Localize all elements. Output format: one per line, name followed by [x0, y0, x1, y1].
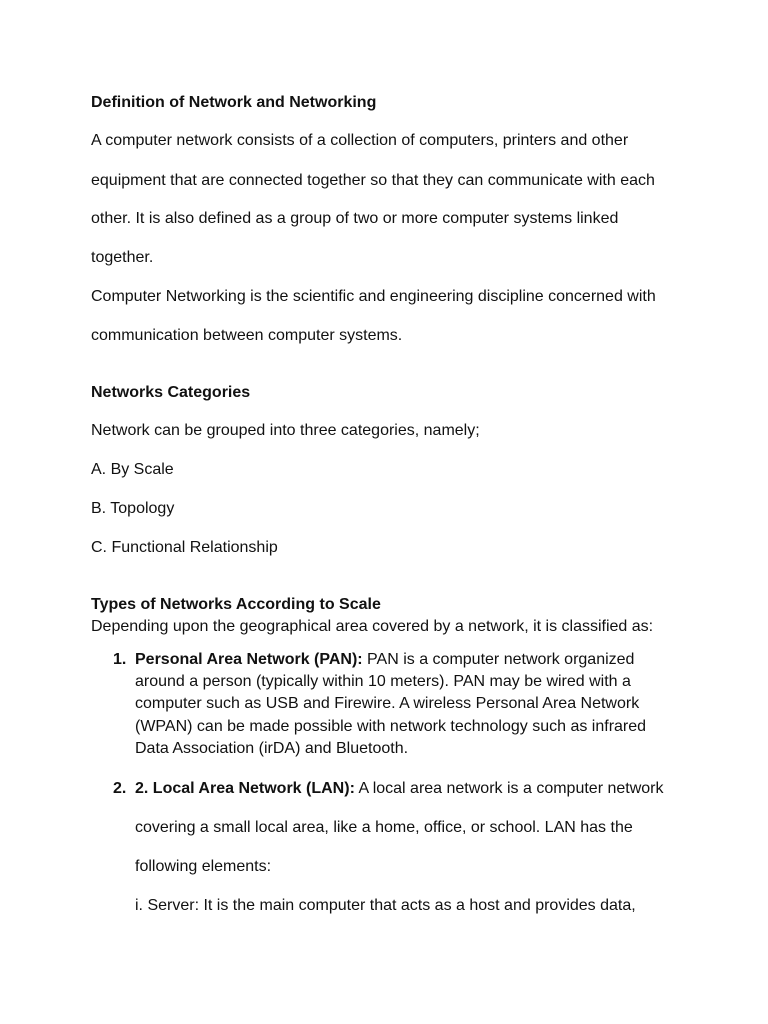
list-item-term: Personal Area Network (PAN): — [135, 651, 363, 668]
list-item-line: (WPAN) can be made possible with network technology such as infrared — [135, 718, 647, 735]
types-intro: Depending upon the geographical area covered by a network, it is classified as: — [91, 618, 654, 635]
list-item-number: 2. — [113, 780, 127, 797]
list-item-number: 1. — [113, 651, 127, 668]
paragraph-line: equipment that are connected together so that they can communicate with each — [91, 172, 655, 189]
list-item-text: PAN is a computer network organized — [362, 651, 635, 668]
list-item-line: following elements: — [135, 858, 272, 875]
list-item-line: computer such as USB and Firewire. A wireless Personal Area Network — [135, 695, 640, 712]
category-item: A. By Scale — [91, 461, 174, 478]
list-item-first-line — [135, 779, 663, 799]
category-item: B. Topology — [91, 500, 175, 517]
paragraph-line: together. — [91, 249, 154, 266]
list-item-term: 2. Local Area Network (LAN): — [135, 780, 355, 797]
list-item-line: covering a small local area, like a home, office, or school. LAN has the — [135, 819, 633, 836]
list-item-text: A local area network is a computer network — [354, 780, 664, 797]
categories-intro: Network can be grouped into three categories, namely; — [91, 422, 480, 439]
list-item-first-line — [135, 650, 634, 670]
paragraph-line: other. It is also defined as a group of two or more computer systems linked — [91, 210, 619, 227]
list-item-line: Data Association (irDA) and Bluetooth. — [135, 740, 409, 757]
heading-types-by-scale: Types of Networks According to Scale — [91, 596, 381, 613]
paragraph-line: A computer network consists of a collection of computers, printers and other — [91, 132, 629, 149]
heading-categories: Networks Categories — [91, 384, 251, 401]
heading-definition: Definition of Network and Networking — [91, 94, 377, 111]
list-item-line: around a person (typically within 10 meters). PAN may be wired with a — [135, 673, 631, 690]
list-item-line: i. Server: It is the main computer that acts as a host and provides data, — [135, 897, 636, 914]
paragraph-line: communication between computer systems. — [91, 327, 403, 344]
paragraph-line: Computer Networking is the scientific and engineering discipline concerned with — [91, 288, 656, 305]
category-item: C. Functional Relationship — [91, 539, 278, 556]
